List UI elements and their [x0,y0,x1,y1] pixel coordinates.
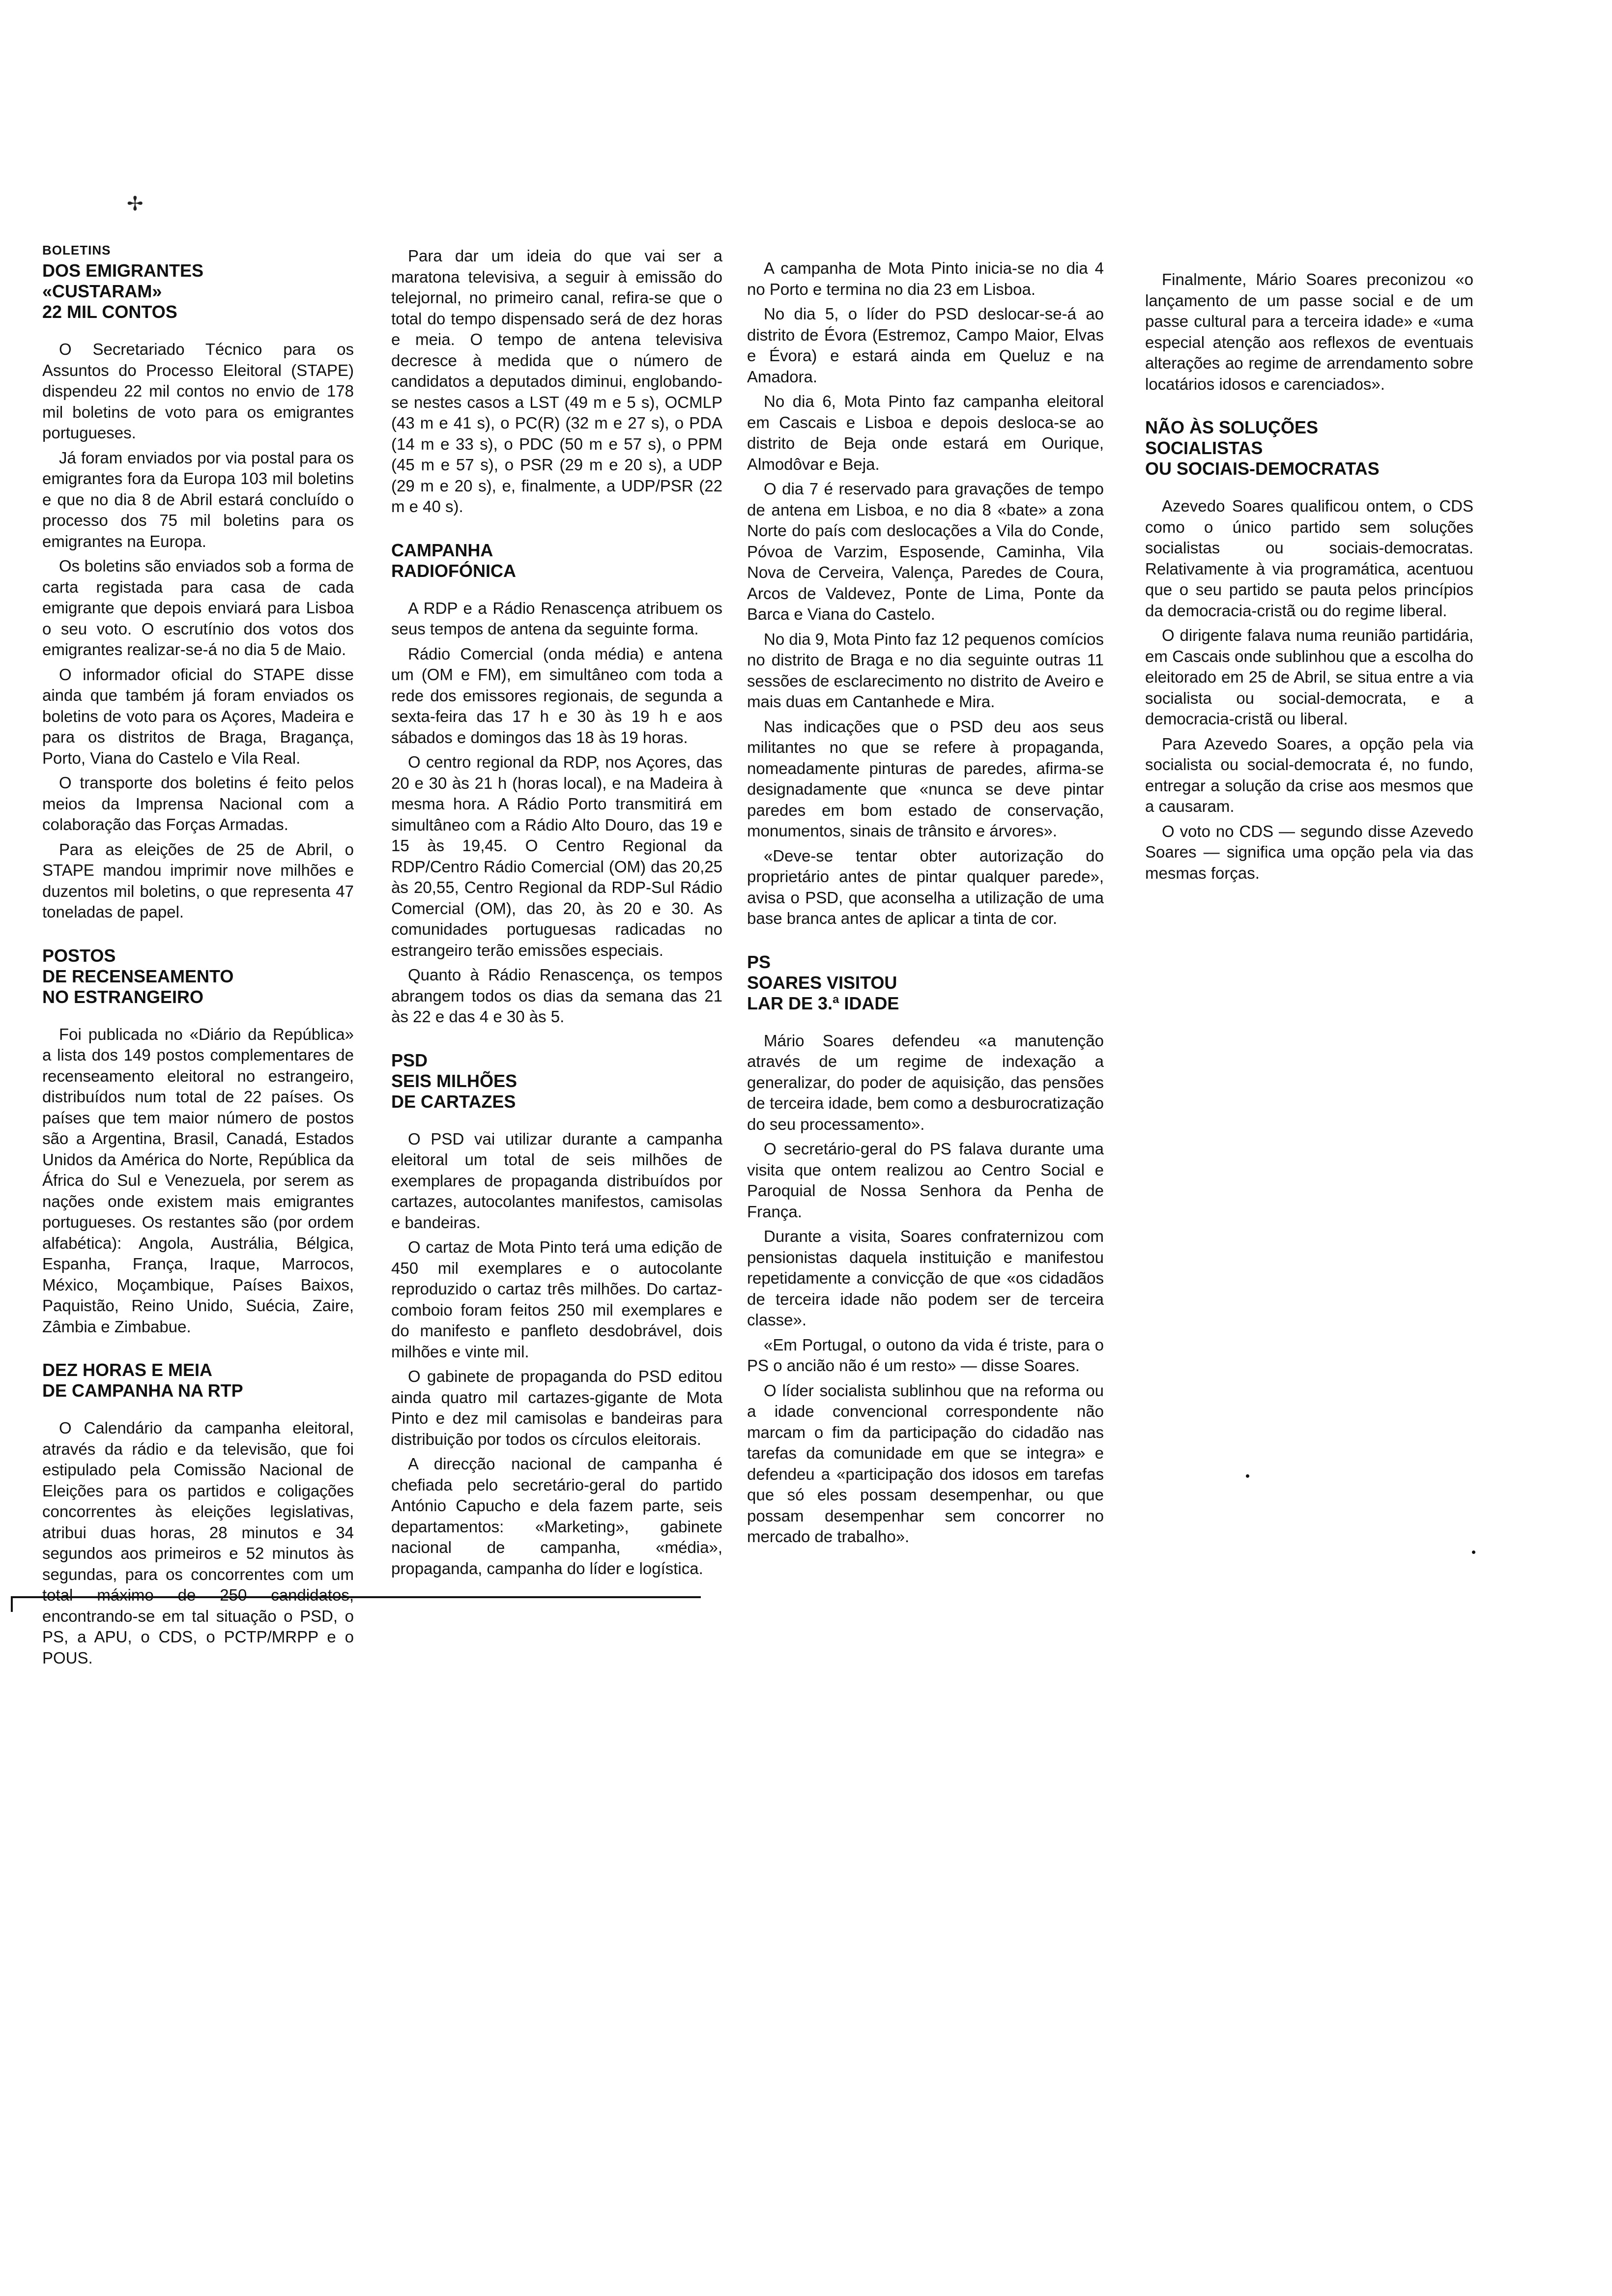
article-paragraph: No dia 9, Mota Pinto faz 12 pequenos comícios no distrito de Braga e no dia seguinte outras 11 sessões de esclarecimento no distrito de Aveiro e mais duas em Cantanhede e Mira. [747,630,1104,711]
article-paragraph: O voto no CDS — segundo disse Azevedo Soares — significa uma opção pela via das mesmas forças. [1145,822,1473,882]
article-paragraph: A campanha de Mota Pinto inicia-se no dia 4 no Porto e termina no dia 23 em Lisboa. [747,259,1104,298]
article-paragraph: Durante a visita, Soares confraternizou com pensionistas daquela instituição e manifestou repetidamente a convicção de que «os cidadãos de terceira idade não podem ser de terceira classe». [747,1227,1104,1329]
headline-line: SOCIALISTAS [1145,438,1263,458]
article-paragraph: Para dar um ideia do que vai ser a maratona televisiva, a seguir à emissão do telejornal, no primeiro canal, refira-se que o total do tempo dispensado será de dez horas e meia. O tempo de antena televisiva decresce à medida que o número de candidatos a deputados diminui, englobando-se nestes casos a LST (49 m e 5 s), OCMLP (43 m e 41 s), o PC(R) (32 m e 27 s), o PDA (14 m e 33 s), o PDC (50 m e 57 s), o PPM (45 m e 57 s), o PSR (29 m e 20 s), a UDP (29 m e 20 s), e, finalmente, a UDP/PSR (22 m e 40 s). [391,247,722,516]
headline-line: DOS EMIGRANTES [42,260,204,281]
article-paragraph: No dia 6, Mota Pinto faz campanha eleitoral em Cascais e Lisboa e depois desloca-se ao distrito de Beja onde estará em Ourique, Almodôvar e Beja. [747,392,1104,473]
article-paragraph: O secretário-geral do PS falava durante uma visita que ontem realizou ao Centro Social e Paroquial de Nossa Senhora da Penha de França. [747,1140,1104,1221]
article-paragraph: «Deve-se tentar obter autorização do proprietário antes de pintar qualquer parede», avisa o PSD, que aconselha a utilização de uma base branca antes de aplicar a tinta de cor. [747,846,1104,927]
article-paragraph: O líder socialista sublinhou que na reforma ou a idade convencional correspondente não marcam o fim da participação do cidadão nas tarefas da comunidade em que se integra» e defendeu a «participação dos idosos em tarefas que só eles possam desempenhar, ou que possam desempenhar sem concorrer no mercado de trabalho». [747,1381,1104,1546]
headline-line: DEZ HORAS E MEIA [42,1360,213,1380]
headline-line: CAMPANHA [391,540,493,560]
headline-line: «CUSTARAM» [42,281,162,301]
article-paragraph: Para Azevedo Soares, a opção pela via socialista ou social-democrata é, no fundo, entregar a solução da crise aos mesmos que a causaram. [1145,734,1473,815]
column-2 [391,246,722,1583]
article-paragraph: Azevedo Soares qualificou ontem, o CDS como o único partido sem soluções socialistas ou sociais-democratas. Relativamente à via programática, acentuou que o seu partido se pauta pelos princípios da democracia-cristã ou do regime liberal. [1145,497,1473,620]
article-paragraph: A RDP e a Rádio Renascença atribuem os seus tempos de antena da seguinte forma. [391,599,722,638]
article-paragraph: No dia 5, o líder do PSD deslocar-se-á ao distrito de Évora (Estremoz, Campo Maior, Elvas e Évora) e estará ainda em Queluz e na Amadora. [747,305,1104,386]
article-paragraph: Nas indicações que o PSD deu aos seus militantes no que se refere à propaganda, nomeadamente pinturas de paredes, afirma-se designadamente que «nunca se deve pintar paredes em bom estado de conservação, monumentos, sinais de trânsito e árvores». [747,717,1104,840]
column-3 [747,258,1104,1551]
boletins-kicker: BOLETINS [42,243,111,258]
article-paragraph: O gabinete de propaganda do PSD editou ainda quatro mil cartazes-gigante de Mota Pinto e dez mil camisolas e bandeiras para distribuição por todos os círculos eleitorais. [391,1367,722,1448]
headline-line: DE CAMPANHA NA RTP [42,1380,243,1401]
psd-headline [391,1050,722,1112]
headline-line: DE RECENSEAMENTO [42,966,234,986]
article-paragraph: «Em Portugal, o outono da vida é triste, para o PS o ancião não é um resto» — disse Soares. [747,1335,1104,1375]
article-paragraph: O Secretariado Técnico para os Assuntos do Processo Eleitoral (STAPE) dispendeu 22 mil contos no envio de 178 mil boletins de voto para os emigrantes portugueses. [42,340,354,442]
scan-speck [1472,1550,1475,1554]
ps-soares-headline [747,952,1104,1014]
postos-headline [42,946,354,1007]
article-paragraph: O cartaz de Mota Pinto terá uma edição de 450 mil exemplares e o autocolante reproduzido o cartaz três milhões. Do cartaz-comboio foram feitos 250 mil exemplares e do manifesto e panfleto desdobrável, dois milhões e vinte mil. [391,1238,722,1361]
headline-line: POSTOS [42,945,116,966]
boletins-headline [42,240,354,322]
headline-line: LAR DE 3.ª IDADE [747,993,899,1013]
article-paragraph: O PSD vai utilizar durante a campanha eleitoral um total de seis milhões de exemplares de propaganda distribuídos por cartazes, autocolantes manifestos, camisolas e bandeiras. [391,1129,722,1232]
radiofonica-headline [391,540,722,581]
headline-line: SEIS MILHÕES [391,1070,518,1091]
scan-speck [1246,1474,1249,1478]
nao-solucoes-headline [1145,417,1473,479]
article-paragraph: Para as eleições de 25 de Abril, o STAPE mandou imprimir nove milhões e duzentos mil boletins, o que representa 47 toneladas de papel. [42,840,354,921]
headline-line: NO ESTRANGEIRO [42,986,204,1007]
article-paragraph: O dia 7 é reservado para gravações de tempo de antena em Lisboa, e no dia 8 «bate» a zona Norte do país com deslocações a Vila do Conde, Póvoa de Varzim, Esposende, Caminha, Vila Nova de Cerveira, Valença, Paredes de Coura, Arcos de Valdevez, Ponte de Lima, Ponte da Barca e Viana do Castelo. [747,480,1104,623]
article-paragraph: Finalmente, Mário Soares preconizou «o lançamento de um passe social e de um passe cultural para a terceira idade» e «uma especial atenção aos reflexos de eventuais alterações ao regime de arrendamento sobre locatários idosos e carenciados». [1145,270,1473,393]
article-paragraph: O Calendário da campanha eleitoral, através da rádio e da televisão, que foi estipulado pela Comissão Nacional de Eleições para os partidos e coligações concorrentes às eleições legislativas, atribui duas horas, 28 minutos e 34 segundos aos primeiros e 52 minutos às segundas, para os concorrentes com um total máximo de 250 candidatos, encontrando-se em tal situação o PSD, o PS, a APU, o CDS, o PCTP/MRPP e o POUS. [42,1419,354,1667]
article-paragraph: A direcção nacional de campanha é chefiada pelo secretário-geral do partido António Capucho e dela fazem parte, seis departamentos: «Marketing», gabinete nacional de campanha, «média», propaganda, campanha do líder e logística. [391,1455,722,1578]
headline-line: DE CARTAZES [391,1091,516,1112]
headline-line: PSD [391,1050,428,1070]
headline-line: 22 MIL CONTOS [42,302,177,322]
headline-line: SOARES VISITOU [747,972,897,993]
scan-mark: ✢ [127,193,144,215]
headline-line: PS [747,951,771,972]
article-paragraph: Os boletins são enviados sob a forma de carta registada para casa de cada emigrante que depois enviará para Lisboa o seu voto. O escrutínio dos votos dos emigrantes realizar-se-á no dia 5 de Maio. [42,557,354,659]
column-4 [1145,269,1473,888]
article-paragraph: Mário Soares defendeu «a manutenção através de um regime de indexação a generalizar, do poder de aquisição, das pensões de terceira idade, bem como a desburocratização do seu processamento». [747,1031,1104,1133]
headline-line: OU SOCIAIS-DEMOCRATAS [1145,459,1380,479]
article-paragraph: O centro regional da RDP, nos Açores, das 20 e 30 às 21 h (horas local), e na Madeira à mesma hora. A Rádio Porto transmitirá em simultâneo com a Rádio Alto Douro, das 19 e 15 às 19,45. O Centro Regional da RDP/Centro Rádio Comercial (OM) das 20,25 às 20,55, Centro Regional da RDP-Sul Rádio Comercial (OM), das 20, às 20 e 30. As comunidades portuguesas radicadas no estrangeiro terão emissões especiais. [391,753,722,959]
dez-horas-headline [42,1360,354,1401]
headline-line: RADIOFÓNICA [391,560,516,581]
article-paragraph: Quanto à Rádio Renascença, os tempos abrangem todos os dias da semana das 21 às 22 e das 4 e 30 às 5. [391,966,722,1026]
headline-line: NÃO ÀS SOLUÇÕES [1145,417,1319,437]
article-paragraph: Rádio Comercial (onda média) e antena um (OM e FM), em simultâneo com toda a rede dos emissores regionais, de segunda a sexta-feira das 17 h e 30 às 19 h e aos sábados e domingos das 18 às 19 horas. [391,644,722,746]
article-paragraph: Já foram enviados por via postal para os emigrantes fora da Europa 103 mil boletins e que no dia 8 de Abril estará concluído o processo dos 75 mil boletins para os emigrantes na Europa. [42,448,354,550]
article-paragraph: O transporte dos boletins é feito pelos meios da Imprensa Nacional com a colaboração das Forças Armadas. [42,774,354,833]
article-paragraph: O informador oficial do STAPE disse ainda que também já foram enviados os boletins de voto para os Açores, Madeira e para os distritos de Braga, Bragança, Porto, Viana do Castelo e Vila Real. [42,665,354,767]
article-paragraph: Foi publicada no «Diário da República» a lista dos 149 postos complementares de recenseamento eleitoral no estrangeiro, distribuídos num total de 22 países. Os países que tem maior número de postos são a Argentina, Brasil, Canadá, Estados Unidos da América do Norte, República da África do Sul e Venezuela, por serem as nações onde existem mais emigrantes portugueses. Os restantes são (por ordem alfabética): Angola, Austrália, Bélgica, Espanha, França, Iraque, Marrocos, México, Moçambique, Países Baixos, Paquistão, Reino Unido, Suécia, Zaire, Zâmbia e Zimbabue. [42,1025,354,1336]
article-paragraph: O dirigente falava numa reunião partidária, em Cascais onde sublinhou que a escolha do eleitorado em 25 de Abril, se situa entre a via socialista ou social-democrata, e a democracia-cristã ou liberal. [1145,626,1473,728]
column-1 [42,240,354,1672]
